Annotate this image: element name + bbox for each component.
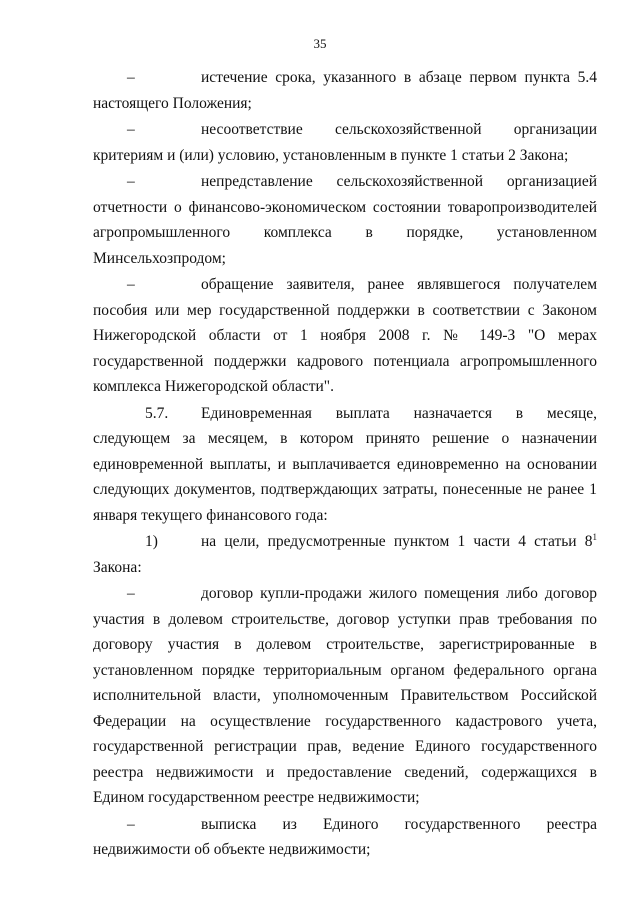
dash-marker: – <box>127 276 135 293</box>
list-item-reporting <box>93 169 597 271</box>
paragraph-text: выписка из Единого государственного реестра недвижимости об объекте недвижимости; <box>93 815 597 858</box>
dash-marker: – <box>127 121 135 138</box>
subclause-number: 1) <box>145 533 158 550</box>
clause-5-7 <box>93 401 597 529</box>
paragraph-text: истечение срока, указанного в абзаце первом пункта 5.4 настоящего Положения; <box>93 69 597 112</box>
dash-marker: – <box>127 173 135 190</box>
paragraph-text: Единовременная выплата назначается в месяце, следующем за месяцем, в котором принято решение о назначении единовременной выплаты, и выплачивается единовременно на основании следующих документов, подтверждающих затраты, понесенные не ранее 1 января текущего финансового года: <box>93 404 597 524</box>
document-body <box>93 65 597 864</box>
superscript-article: 1 <box>592 532 597 542</box>
paragraph-text: непредставление сельскохозяйственной организацией отчетности о финансово-экономическом состоянии товаропроизводителей агропромышленного комплекса в порядке, установленном Минсельхозпродом; <box>93 173 597 267</box>
page-number: 35 <box>313 36 327 51</box>
list-item-contract <box>93 581 597 811</box>
paragraph-text: несоответствие сельскохозяйственной организации критериям и (или) условию, установленным в пункте 1 статьи 2 Закона; <box>93 121 597 164</box>
dash-marker: – <box>127 585 135 602</box>
dash-marker: – <box>127 815 135 833</box>
clause-number: 5.7. <box>145 404 169 422</box>
list-item-expiry <box>93 65 597 116</box>
paragraph-text: на цели, предусмотренные пунктом 1 части 4 статьи 8 <box>201 533 593 550</box>
paragraph-text: обращение заявителя, ранее являвшегося получателем пособия или мер государственной поддержки в соответствии с Законом Нижегородской области от 1 ноября 2008 г. № 149-З "О мерах государственной поддержки кадрового потенциала агропромышленного комплекса Нижегородской области". <box>93 276 597 395</box>
subclause-1 <box>93 529 597 580</box>
paragraph-text: договор купли-продажи жилого помещения либо договор участия в долевом строительстве, договор уступки прав требования по договору участия в долевом строительстве, зарегистрированные в установленном порядке территориальным органом федерального органа исполнительной власти, уполномоченным Правительством Российской Федерации на осуществление государственного кадастрового учета, государственной регистрации прав, ведение Единого государственного реестра недвижимости и предоставление сведений, содержащихся в Едином государственном реестре недвижимости; <box>93 585 597 806</box>
paragraph-text-after: Закона: <box>93 558 142 576</box>
dash-marker: – <box>127 69 135 86</box>
list-item-registry-extract <box>93 812 597 863</box>
list-item-criteria <box>93 117 597 168</box>
list-item-prior-recipient <box>93 272 597 400</box>
